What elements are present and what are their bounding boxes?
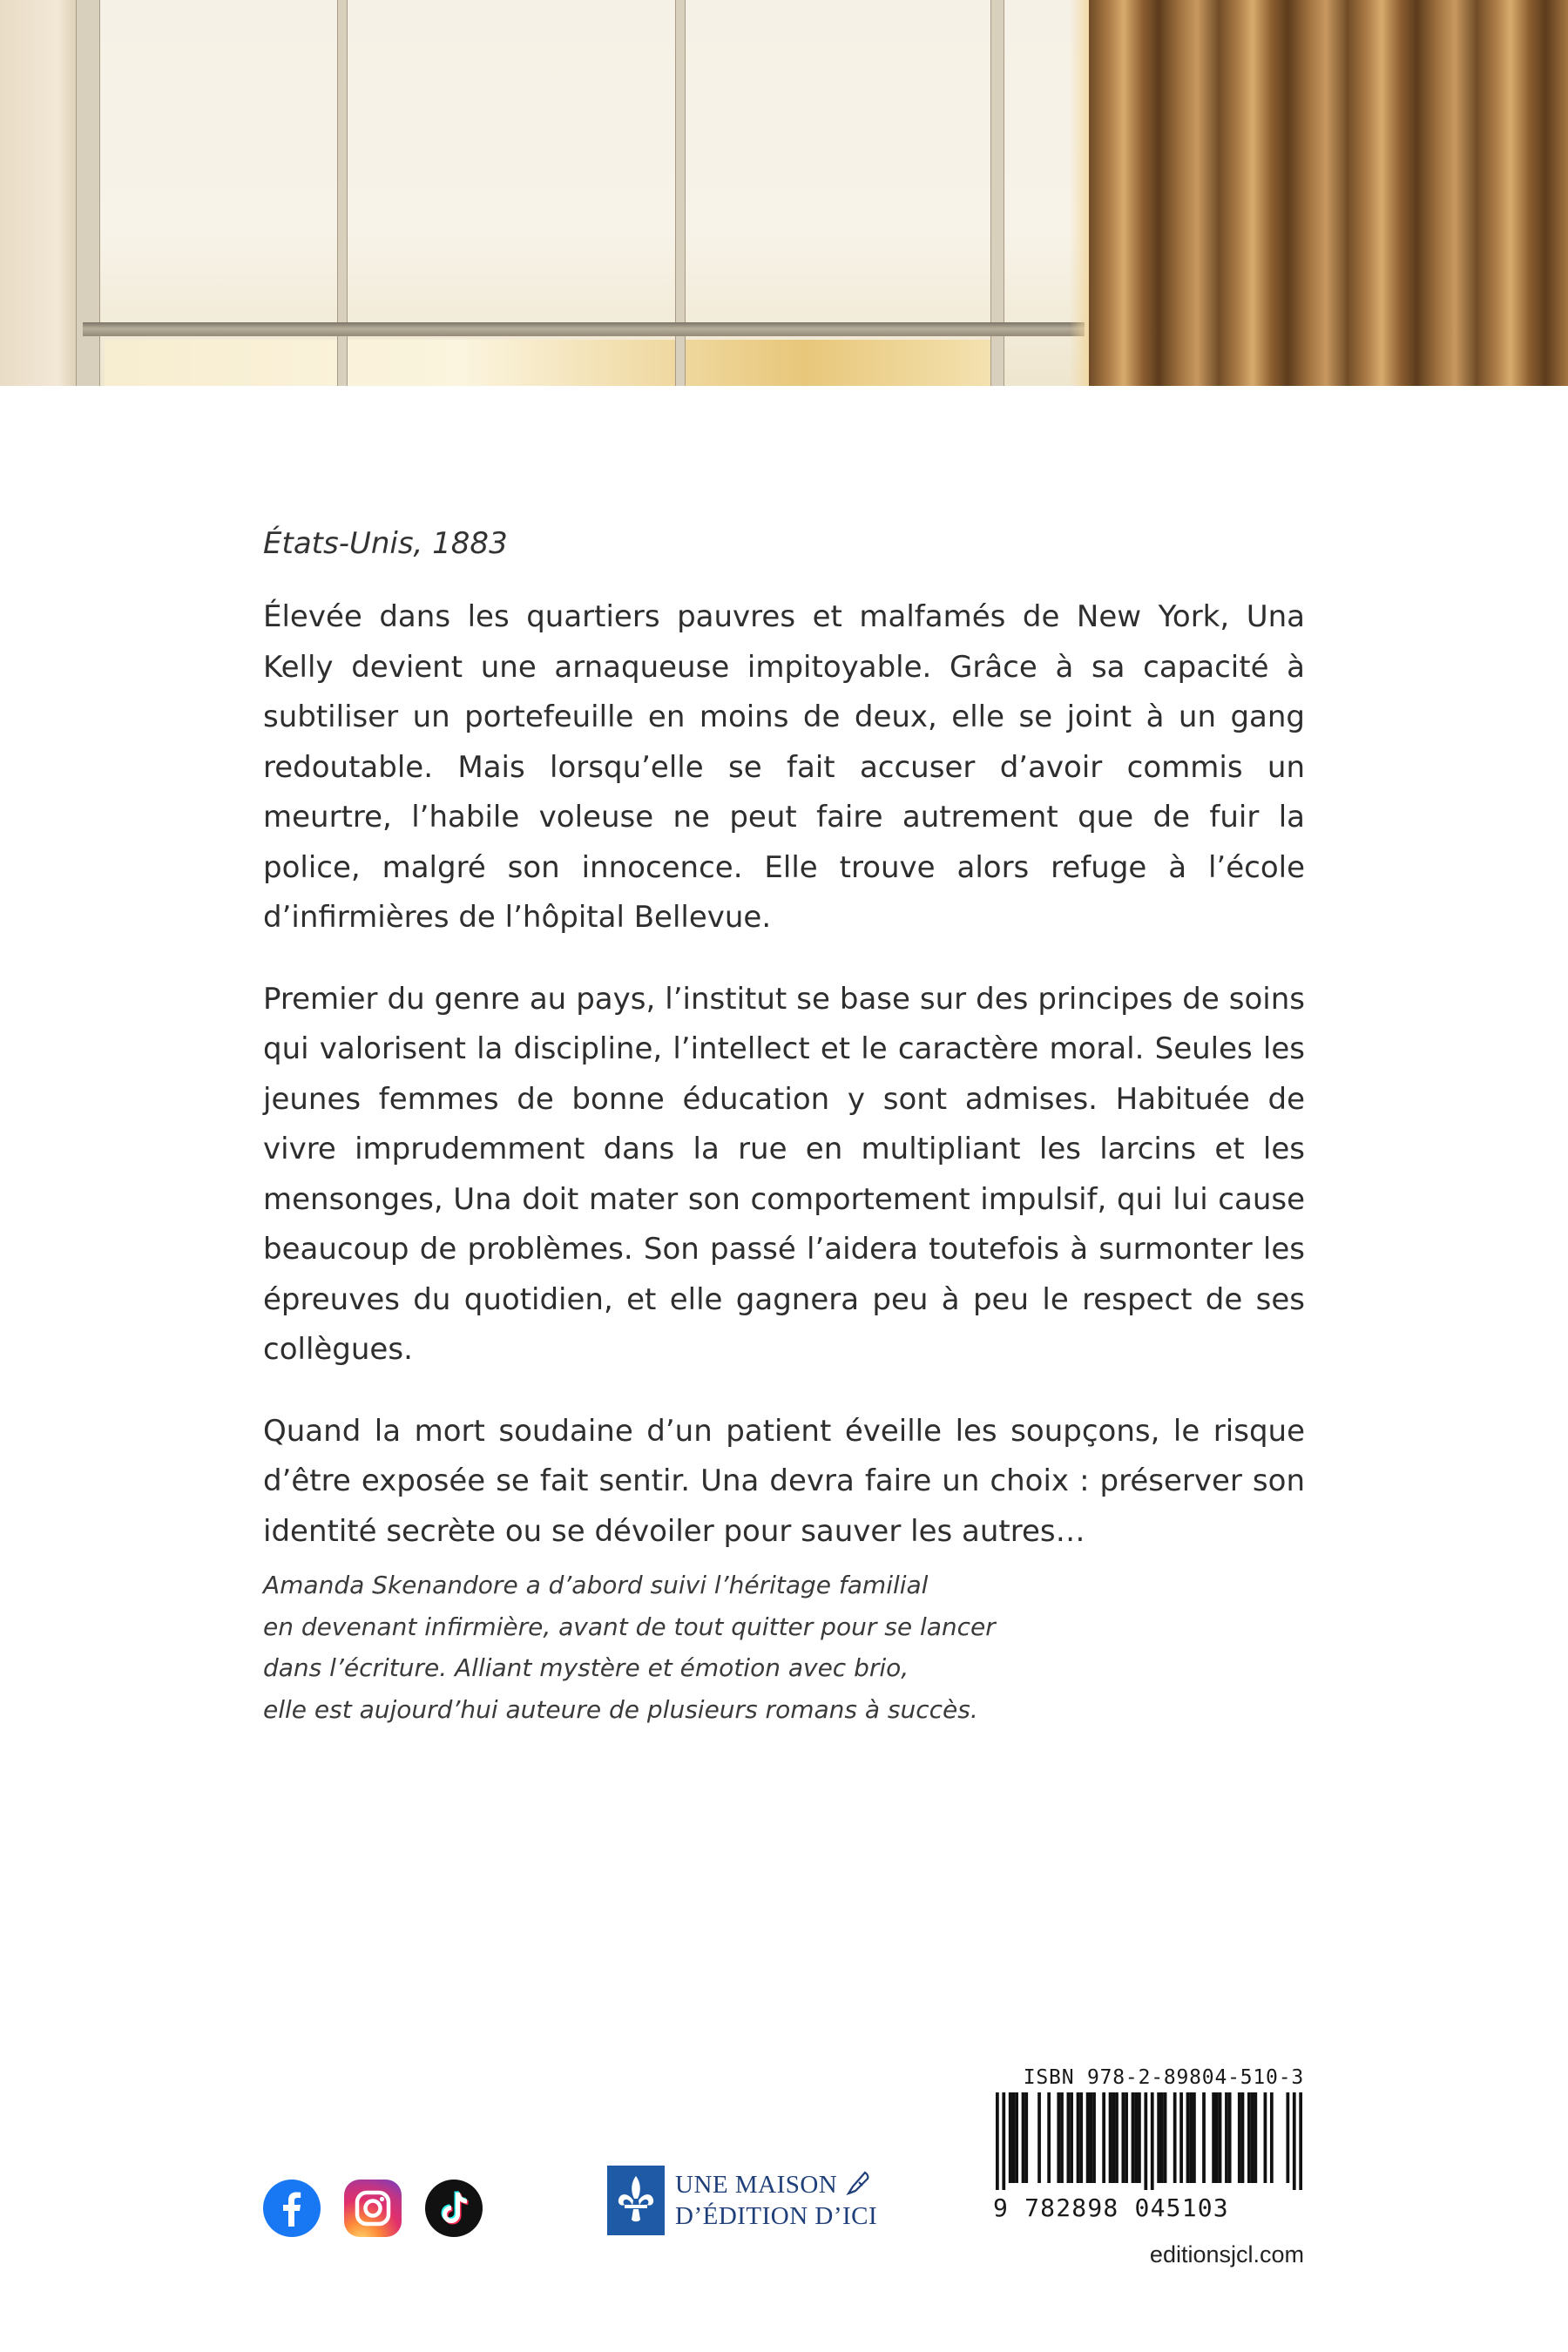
barcode-bar — [1015, 2092, 1018, 2183]
barcode-bar — [1037, 2092, 1041, 2183]
barcode-bar — [1022, 2092, 1025, 2183]
barcode-bar — [1077, 2092, 1080, 2183]
barcode-bar — [1009, 2092, 1012, 2183]
barcode-bar — [1092, 2092, 1096, 2183]
barcode-bar — [1060, 2092, 1064, 2183]
barcode-bar — [1160, 2092, 1164, 2183]
barcode-bar — [1070, 2092, 1073, 2183]
barcode-bar — [1089, 2092, 1092, 2183]
barcode-bar — [1179, 2092, 1183, 2183]
barcode-bar — [1138, 2092, 1141, 2183]
barcode-bar — [1125, 2092, 1128, 2183]
barcode-bar — [1238, 2092, 1241, 2183]
isbn-label: ISBN 978-2-89804-510-3 — [1023, 2066, 1304, 2089]
window-crossbar — [83, 322, 1085, 336]
barcode-bar — [1067, 2092, 1071, 2183]
barcode-bar — [1134, 2092, 1138, 2183]
synopsis-paragraph-1: Élevée dans les quartiers pauvres et malfamés de New York, Una Kelly devient une arnaqueuse impitoyable. Grâce à sa capacité à subtiliser un portefeuille en moins de deux, elle se joint à un gang redoutable. Mais lorsqu’elle se fait accuser d’avoir commis un meurtre, l’habile voleuse ne peut faire autrement que de fuir la police, malgré son innocence. Elle trouve alors refuge à l’école d’infirmières de l’hôpital Bellevue. — [263, 599, 1305, 935]
barcode-bar — [1225, 2092, 1228, 2183]
barcode-bar — [1151, 2092, 1154, 2190]
barcode-bar — [1132, 2092, 1135, 2183]
barcode-bar — [1024, 2092, 1028, 2183]
author-bio — [263, 1565, 1265, 1730]
barcode-bar — [1012, 2092, 1016, 2183]
publisher-line-2: D’ÉDITION D’ICI — [675, 2202, 878, 2230]
publisher-website: editionsjcl.com — [1149, 2241, 1304, 2268]
barcode-bar — [996, 2092, 999, 2190]
barcode-bar — [1193, 2092, 1196, 2183]
barcode-bar — [1157, 2092, 1160, 2183]
barcode-bar — [1212, 2092, 1215, 2183]
cover-photo — [0, 0, 1568, 386]
barcode-bar — [1057, 2092, 1060, 2183]
barcode-digits: 9 782898 045103 — [993, 2193, 1229, 2222]
barcode-bar — [1286, 2092, 1289, 2183]
instagram-icon[interactable] — [344, 2180, 402, 2237]
barcode-bar — [1219, 2092, 1222, 2183]
barcode-bar — [1293, 2092, 1296, 2190]
barcode-bar — [1215, 2092, 1219, 2183]
quill-pen-icon — [845, 2169, 871, 2197]
facebook-icon[interactable] — [263, 2180, 321, 2237]
synopsis — [263, 519, 1305, 1588]
barcode-bar — [1086, 2092, 1090, 2183]
barcode-bar — [1144, 2092, 1147, 2190]
tiktok-icon[interactable] — [425, 2180, 483, 2237]
author-bio-line: dans l’écriture. Alliant mystère et émotion avec brio, — [263, 1653, 909, 1682]
barcode-bar — [1241, 2092, 1245, 2183]
barcode-bar — [1299, 2092, 1302, 2190]
curtain — [1089, 0, 1568, 386]
photo-wall — [0, 0, 83, 386]
barcode-bar — [1115, 2092, 1119, 2183]
barcode-bar — [1102, 2092, 1105, 2183]
synopsis-paragraph-2: Premier du genre au pays, l’institut se base sur des principes de soins qui valorisent la discipline, l’intellect et le caractère moral. Seules les jeunes femmes de bonne éducation y sont admises. Habituée de vivre imprudemment dans la rue en multipliant les larcins et les mensonges, Una doit mater son comportement impulsif, qui lui cause beaucoup de problèmes. Son passé l’aidera toutefois à surmonter les épreuves du quotidien, et elle gagnera peu à peu le respect de ses collègues. — [263, 981, 1305, 1367]
barcode-bar — [1164, 2092, 1167, 2183]
fleur-de-lis-icon — [607, 2166, 665, 2235]
barcode-bar — [1186, 2092, 1190, 2183]
barcode-bar — [1079, 2092, 1083, 2183]
barcode-bar — [1109, 2092, 1112, 2183]
barcode-bar — [1002, 2092, 1005, 2190]
place-date: États-Unis, 1883 — [263, 526, 508, 561]
synopsis-paragraph-3: Quand la mort soudaine d’un patient éveille les soupçons, le risque d’être exposée se fait sentir. Una devra faire un choix : préserver son identité secrète ou se dévoiler pour sauver les autres… — [263, 1413, 1305, 1549]
author-bio-line: Amanda Skenandore a d’abord suivi l’héritage familial — [263, 1571, 929, 1599]
barcode-bar — [1264, 2092, 1267, 2183]
barcode-bar — [1228, 2092, 1232, 2183]
publisher-line-1: UNE MAISON — [675, 2171, 838, 2199]
author-bio-line: elle est aujourd’hui auteure de plusieurs romans à succès. — [263, 1694, 978, 1724]
barcode-bar — [1112, 2092, 1115, 2183]
barcode-bar — [1122, 2092, 1125, 2183]
author-bio-line: en devenant infirmière, avant de tout quitter pour se lancer — [263, 1612, 996, 1641]
barcode-bar — [1047, 2092, 1051, 2183]
photo-lower-pane — [105, 340, 1002, 386]
barcode-bar — [1173, 2092, 1177, 2183]
barcode-bar — [1189, 2092, 1193, 2183]
barcode-bar — [1202, 2092, 1206, 2183]
barcode-bar — [1254, 2092, 1257, 2183]
barcode — [996, 2092, 1302, 2190]
publisher-logo — [607, 2166, 895, 2235]
barcode-bar — [1247, 2092, 1251, 2183]
barcode-bar — [1270, 2092, 1274, 2183]
social-icons — [263, 2180, 490, 2240]
barcode-bar — [1251, 2092, 1254, 2183]
